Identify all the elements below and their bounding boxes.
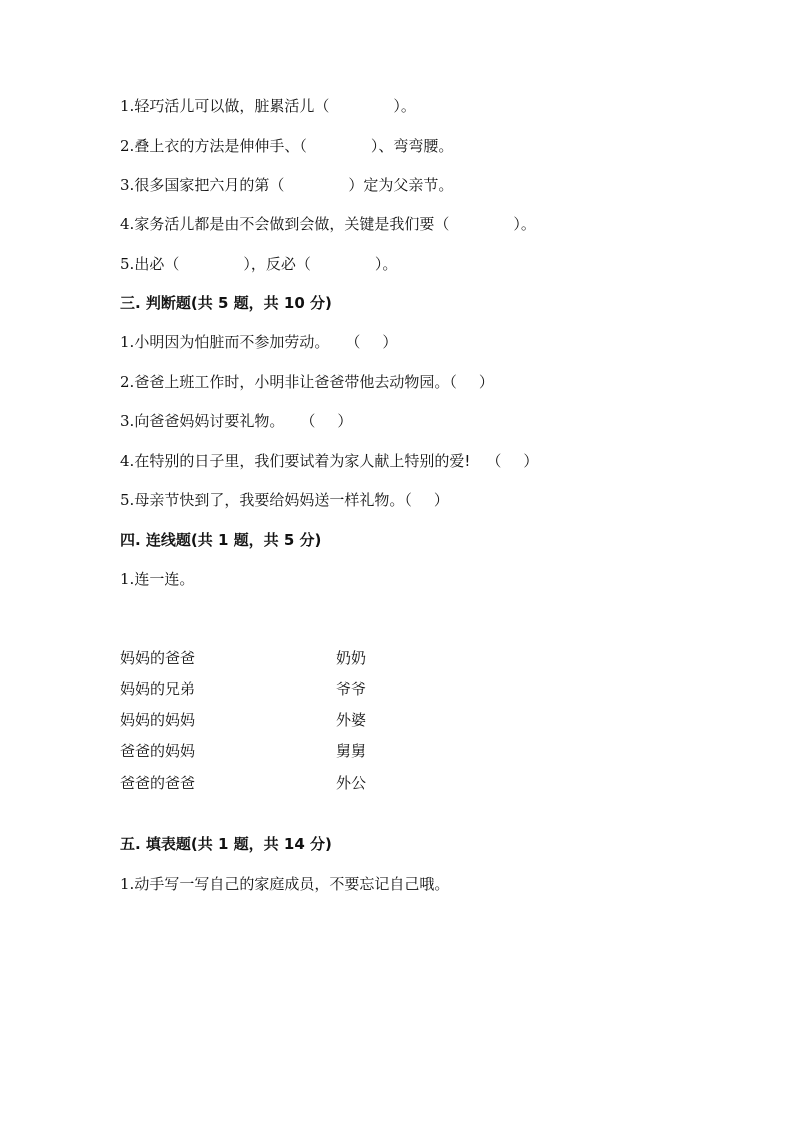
item-number: 3. <box>120 176 135 194</box>
judge-item-3 <box>120 411 352 431</box>
match-right-item[interactable]: 舅舅 <box>336 742 367 760</box>
paren-open: （ <box>300 412 316 430</box>
match-left-item[interactable]: 妈妈的爸爸 <box>120 649 196 667</box>
item-number: 1. <box>120 875 135 893</box>
item-text-before: 出必（ <box>134 255 180 273</box>
section-5-title: 五. 填表题(共 1 题，共 14 分) <box>120 835 332 853</box>
section-3-title: 三. 判断题(共 5 题，共 10 分) <box>120 294 332 312</box>
item-text-middle: ），反必（ <box>243 255 311 273</box>
matching-question <box>120 569 194 589</box>
paren-open: （ <box>345 333 361 351</box>
item-number: 1. <box>120 97 135 115</box>
judge-item-4 <box>120 451 538 471</box>
item-number: 1. <box>120 333 135 351</box>
item-text: 母亲节快到了，我要给妈妈送一样礼物。 <box>134 491 405 509</box>
item-text-before: 叠上衣的方法是伸伸手、（ <box>134 137 307 155</box>
match-right-item[interactable]: 外婆 <box>336 711 367 729</box>
item-text: 在特别的日子里，我们要试着为家人献上特别的爱! <box>134 452 471 470</box>
item-number: 5. <box>120 491 135 509</box>
table-fill-question <box>120 874 449 894</box>
item-number: 2. <box>120 137 135 155</box>
item-number: 5. <box>120 255 135 273</box>
item-text: 向爸爸妈妈讨要礼物。 <box>134 412 285 430</box>
item-text-before: 家务活儿都是由不会做到会做，关键是我们要（ <box>134 215 450 233</box>
match-right-item[interactable]: 外公 <box>336 774 367 792</box>
item-number: 4. <box>120 452 135 470</box>
item-text: 动手写一写自己的家庭成员，不要忘记自己哦。 <box>134 875 450 893</box>
item-number: 3. <box>120 412 135 430</box>
match-right-item[interactable]: 奶奶 <box>336 649 367 667</box>
judge-item-2 <box>120 372 494 392</box>
item-text-after: ）定为父亲节。 <box>348 176 454 194</box>
match-left-item[interactable]: 爸爸的妈妈 <box>120 742 196 760</box>
item-text-after: ）、弯弯腰。 <box>370 137 454 155</box>
match-left-item[interactable]: 妈妈的兄弟 <box>120 680 196 698</box>
paren-open: （ <box>486 452 502 470</box>
match-left-item[interactable]: 爸爸的爸爸 <box>120 774 196 792</box>
paren-close: ） <box>523 452 539 470</box>
item-text-after: ）。 <box>513 215 536 233</box>
paren-open: （ <box>404 491 412 509</box>
judge-item-5 <box>120 490 449 510</box>
paren-open: （ <box>449 373 457 391</box>
paren-close: ） <box>433 491 449 509</box>
section-4-title: 四. 连线题(共 1 题，共 5 分) <box>120 531 322 549</box>
fill-in-item-2 <box>120 136 453 156</box>
item-number: 4. <box>120 215 135 233</box>
match-right-item[interactable]: 爷爷 <box>336 680 367 698</box>
fill-in-item-1 <box>120 96 416 116</box>
paren-close: ） <box>382 333 398 351</box>
item-text: 连一连。 <box>134 570 195 588</box>
item-number: 2. <box>120 373 135 391</box>
item-text: 小明因为怕脏而不参加劳动。 <box>134 333 330 351</box>
judge-item-1 <box>120 332 397 352</box>
fill-in-item-3 <box>120 175 453 195</box>
item-text-after: ）。 <box>374 255 398 273</box>
item-number: 1. <box>120 570 135 588</box>
item-text-before: 轻巧活儿可以做，脏累活儿（ <box>134 97 330 115</box>
paren-close: ） <box>478 373 494 391</box>
paren-close: ） <box>337 412 353 430</box>
fill-in-item-4 <box>120 214 536 234</box>
match-left-item[interactable]: 妈妈的妈妈 <box>120 711 196 729</box>
item-text-before: 很多国家把六月的第（ <box>134 176 285 194</box>
fill-in-item-5 <box>120 254 397 274</box>
item-text-after: ）。 <box>393 97 416 115</box>
item-text: 爸爸上班工作时，小明非让爸爸带他去动物园。 <box>134 373 450 391</box>
